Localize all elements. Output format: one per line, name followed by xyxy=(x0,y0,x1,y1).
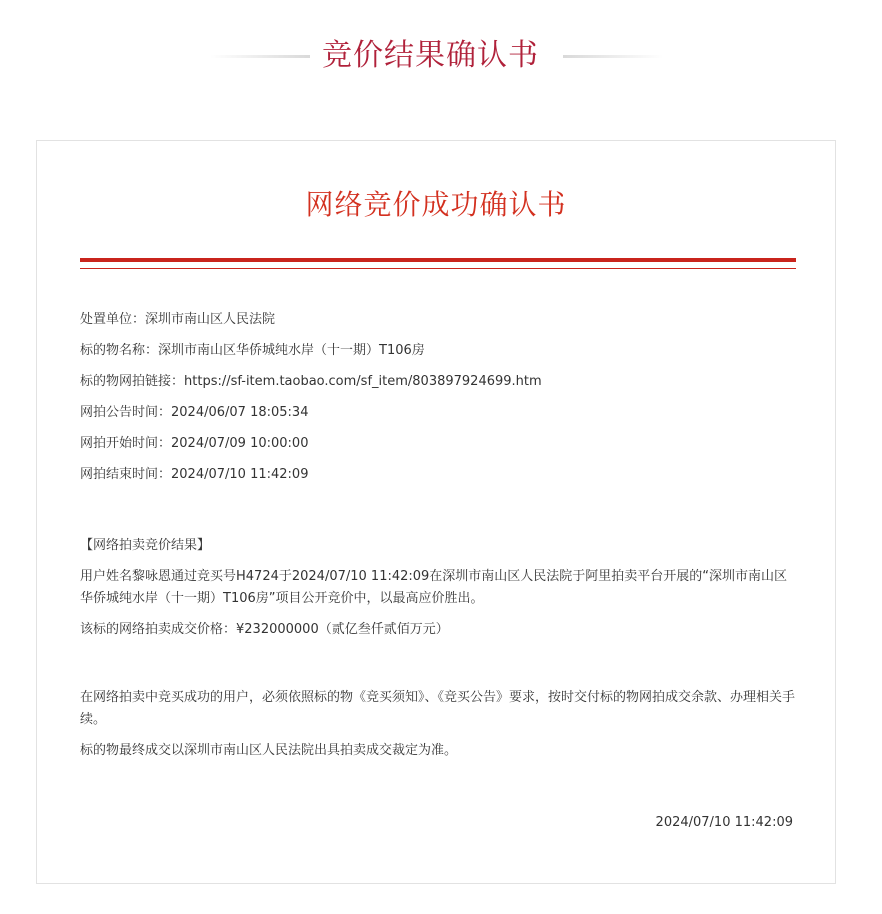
result-paragraph: 用户姓名黎咏恩通过竞买号H4724于2024/07/10 11:42:09在深圳市南山区人民法院于阿里拍卖平台开展的“深圳市南山区华侨城纯水岸（十一期）T106房”项目公开竞价中，以最高应价胜出。 xyxy=(80,569,788,606)
confirmation-document xyxy=(36,140,836,884)
result-price: 该标的网络拍卖成交价格：¥232000000（贰亿叁仟贰佰万元） xyxy=(80,622,449,637)
info-row-item-name xyxy=(80,340,796,371)
auction-result-section xyxy=(80,535,796,650)
info-label: 网拍开始时间： xyxy=(80,436,172,451)
info-label: 处置单位： xyxy=(80,312,146,327)
info-row-end-time xyxy=(80,464,796,495)
info-row-announce-time xyxy=(80,402,796,433)
result-heading: 【网络拍卖竞价结果】 xyxy=(80,538,211,553)
item-link[interactable]: https://sf-item.taobao.com/sf_item/803897924699.htm xyxy=(184,374,542,389)
document-title: 网络竞价成功确认书 xyxy=(305,188,567,221)
info-label: 标的物网拍链接： xyxy=(80,374,185,389)
info-value: 2024/07/09 10:00:00 xyxy=(171,436,309,451)
page-header xyxy=(0,34,882,78)
notice-final-paragraph: 标的物最终成交以深圳市南山区人民法院出具拍卖成交裁定为准。 xyxy=(80,743,458,758)
info-label: 网拍结束时间： xyxy=(80,467,172,482)
document-date: 2024/07/10 11:42:09 xyxy=(655,815,793,830)
notice-section xyxy=(80,687,796,771)
header-decor-line-right xyxy=(563,55,663,58)
auction-info-list xyxy=(80,309,796,495)
info-value: 2024/07/10 11:42:09 xyxy=(171,467,309,482)
header-decor-line-left xyxy=(210,55,310,58)
info-row-disposal-unit xyxy=(80,309,796,340)
info-value: 深圳市南山区华侨城纯水岸（十一期）T106房 xyxy=(158,343,425,358)
notice-paragraph: 在网络拍卖中竞买成功的用户，必须依照标的物《竞买须知》、《竞买公告》要求，按时交付标的物网拍成交余款、办理相关手续。 xyxy=(80,690,796,727)
info-value: 深圳市南山区人民法院 xyxy=(145,312,276,327)
title-divider-thin xyxy=(80,268,796,269)
info-value: 2024/06/07 18:05:34 xyxy=(171,405,309,420)
title-divider-thick xyxy=(80,258,796,262)
info-label: 网拍公告时间： xyxy=(80,405,172,420)
info-label: 标的物名称： xyxy=(80,343,159,358)
page-title: 竞价结果确认书 xyxy=(322,38,539,73)
info-row-start-time xyxy=(80,433,796,464)
info-row-item-link xyxy=(80,371,796,402)
